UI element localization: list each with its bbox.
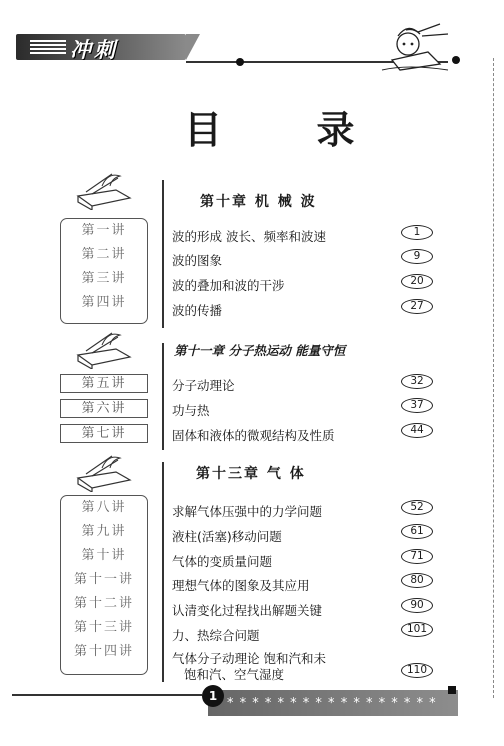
header-title: 冲刺: [70, 38, 118, 62]
page-number-badge[interactable]: 1: [401, 225, 433, 240]
reading-boy-illustration-icon: [378, 20, 458, 76]
lecture-label: 第六讲: [60, 399, 148, 418]
books-illustration-icon: [72, 450, 136, 492]
page-number-badge[interactable]: 9: [401, 249, 433, 264]
page-number-badge[interactable]: 44: [401, 423, 433, 438]
lecture-label: 第十四讲: [73, 644, 134, 659]
toc-entry[interactable]: 波的叠加和波的干涉: [172, 278, 285, 293]
toc-entry[interactable]: 认清变化过程找出解题关键: [172, 603, 323, 618]
toc-entry[interactable]: 力、热综合问题: [172, 628, 260, 643]
column-divider: [162, 180, 164, 328]
chapter-title: 第十一章 分子热运动 能量守恒: [174, 343, 346, 358]
title-char-2: 录: [316, 108, 355, 152]
header-stripes-decoration: [30, 40, 66, 54]
books-illustration-icon: [72, 327, 136, 369]
page-number-badge[interactable]: 61: [401, 524, 433, 539]
toc-entry[interactable]: 波的传播: [172, 303, 223, 318]
lecture-label: 第八讲: [81, 500, 127, 515]
lecture-label: 第五讲: [60, 374, 148, 393]
footer-rule: [12, 694, 202, 696]
page-number-badge[interactable]: 110: [401, 663, 433, 678]
page-number-badge[interactable]: 52: [401, 500, 433, 515]
right-dashed-border: [493, 58, 494, 698]
toc-entry[interactable]: 分子动理论: [172, 378, 235, 393]
toc-entry[interactable]: 液柱(活塞)移动问题: [172, 529, 282, 544]
page-number-badge[interactable]: 37: [401, 398, 433, 413]
lecture-label: 第十二讲: [73, 596, 134, 611]
lecture-label: 第十一讲: [73, 572, 134, 587]
title-char-1: 目: [184, 108, 223, 152]
lecture-label: 第十讲: [81, 548, 127, 563]
toc-entry[interactable]: 气体的变质量问题: [172, 554, 273, 569]
books-illustration-icon: [72, 168, 136, 210]
column-divider: [162, 462, 164, 682]
page-number-badge[interactable]: 71: [401, 549, 433, 564]
column-divider: [162, 343, 164, 450]
toc-entry[interactable]: 理想气体的图象及其应用: [172, 578, 310, 593]
page-number: 1: [202, 685, 224, 707]
toc-entry[interactable]: 波的形成 波长、频率和波速: [172, 229, 326, 244]
page-number-badge[interactable]: 80: [401, 573, 433, 588]
page-number-badge[interactable]: 20: [401, 274, 433, 289]
footer-corner-mark: [448, 686, 456, 694]
lecture-label: 第九讲: [81, 524, 127, 539]
chapter-title: 第十章 机 械 波: [200, 194, 317, 210]
lecture-label: 第二讲: [81, 247, 127, 262]
page-number-badge[interactable]: 32: [401, 374, 433, 389]
page-number-badge[interactable]: 27: [401, 299, 433, 314]
page-number-badge[interactable]: 101: [401, 622, 433, 637]
toc-entry[interactable]: 求解气体压强中的力学问题: [172, 504, 323, 519]
page-title: [184, 99, 355, 154]
toc-entry[interactable]: 功与热: [172, 403, 210, 418]
chapter-title: 第十三章 气 体: [196, 466, 306, 482]
lecture-label: 第七讲: [60, 424, 148, 443]
lecture-group: [60, 495, 148, 675]
toc-entry[interactable]: 气体分子动理论 饱和汽和未: [172, 651, 326, 666]
toc-entry[interactable]: 波的图象: [172, 253, 223, 268]
lecture-label: 第四讲: [81, 295, 127, 310]
toc-entry-continued: 饱和汽、空气湿度: [184, 667, 285, 682]
lecture-label: 第十三讲: [73, 620, 134, 635]
footer-stars: * * * * * * * * * * * * * * * * *: [227, 696, 437, 711]
toc-entry[interactable]: 固体和液体的微观结构及性质: [172, 428, 335, 443]
lecture-label: 第一讲: [81, 223, 127, 238]
header-dot: [236, 58, 244, 66]
lecture-label: 第三讲: [81, 271, 127, 286]
page-number-badge[interactable]: 90: [401, 598, 433, 613]
lecture-group: [60, 218, 148, 324]
